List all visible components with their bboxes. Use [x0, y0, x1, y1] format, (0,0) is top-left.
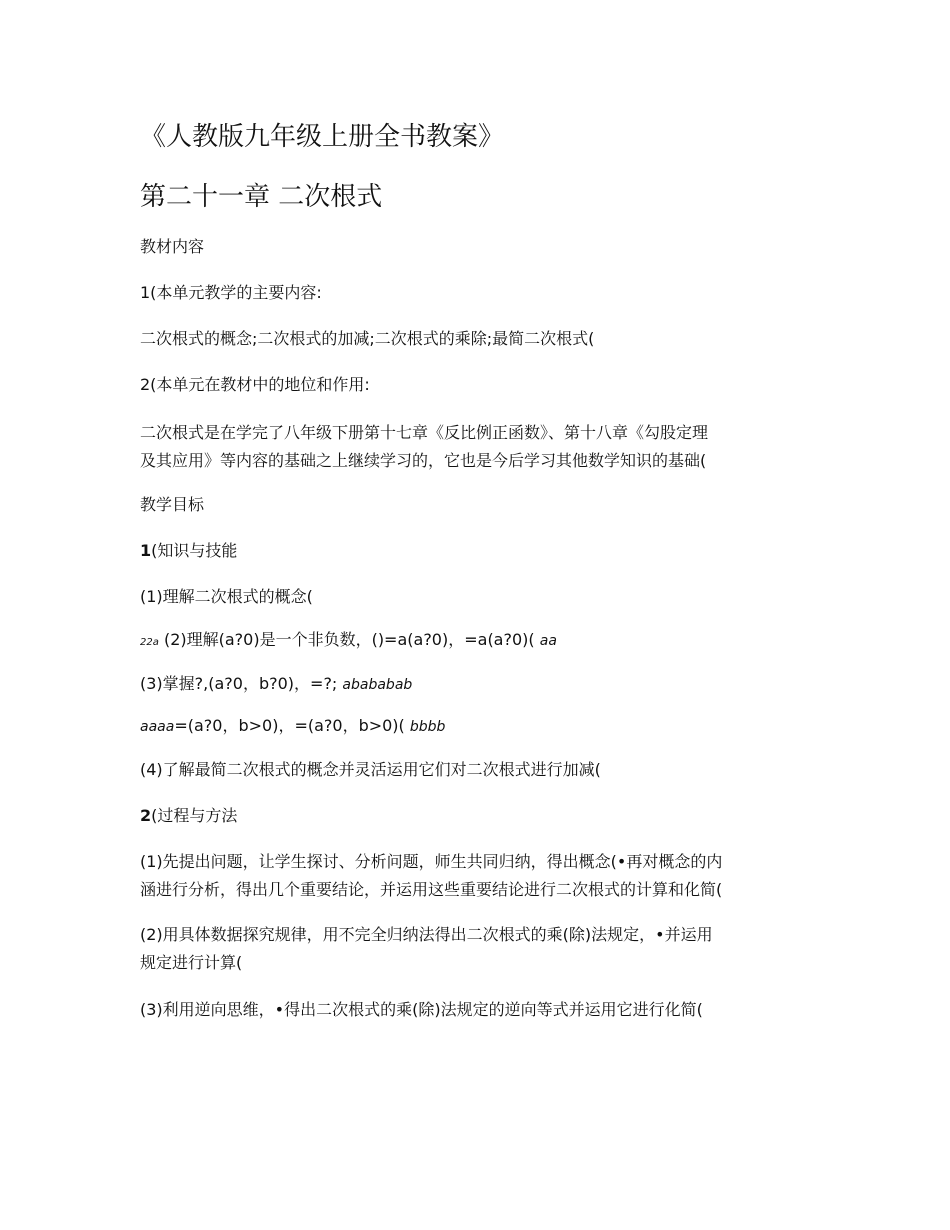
paragraph	[140, 802, 237, 830]
paragraph: (2)用具体数据探究规律，用不完全归纳法得出二次根式的乘(除)法规定，•并运用	[140, 925, 713, 944]
chapter-heading: 第二十一章 二次根式	[140, 182, 383, 212]
paragraph: 2(本单元在教材中的地位和作用:	[140, 375, 370, 394]
formula-fragment: aaaa	[140, 719, 175, 735]
paragraph	[140, 626, 557, 657]
paragraph: (1)先提出问题，让学生探讨、分析问题，师生共同归纳，得出概念(•再对概念的内	[140, 852, 723, 871]
text: (知识与技能	[151, 541, 238, 560]
paragraph: (3)利用逆向思维，•得出二次根式的乘(除)法规定的逆向等式并运用它进行化简(	[140, 1000, 703, 1019]
paragraph: (1)理解二次根式的概念(	[140, 587, 313, 606]
formula-fragment: 22a	[140, 637, 159, 648]
paragraph: 1(本单元教学的主要内容:	[140, 283, 322, 302]
number: 2	[140, 806, 152, 825]
section-heading: 教材内容	[140, 237, 205, 256]
document-title: 《人教版九年级上册全书教案》	[140, 122, 505, 152]
paragraph: 涵进行分析，得出几个重要结论，并运用这些重要结论进行二次根式的计算和化简(	[140, 880, 723, 899]
formula-fragment: aa	[539, 633, 557, 649]
text: =(a?0，b>0)，=(a?0，b>0)(	[174, 716, 410, 735]
number: 1	[140, 541, 152, 560]
paragraph: 二次根式是在学完了八年级下册第十七章《反比例正函数》、第十八章《勾股定理	[140, 423, 709, 442]
paragraph: (4)了解最简二次根式的概念并灵活运用它们对二次根式进行加减(	[140, 760, 601, 779]
text: (2)理解(a?0)是一个非负数，()=a(a?0)，=a(a?0)(	[158, 630, 540, 649]
paragraph	[140, 537, 237, 565]
section-heading: 教学目标	[140, 495, 205, 514]
paragraph: 及其应用》等内容的基础之上继续学习的，它也是今后学习其他数学知识的基础(	[140, 451, 707, 470]
paragraph: 二次根式的概念;二次根式的加减;二次根式的乘除;最简二次根式(	[140, 329, 595, 348]
formula-fragment: abababab	[342, 677, 413, 693]
formula-fragment: bbbb	[409, 719, 446, 735]
paragraph	[140, 712, 445, 741]
paragraph: 规定进行计算(	[140, 953, 243, 972]
text: (过程与方法	[151, 806, 238, 825]
text: (3)掌握?,(a?0，b?0)，=?;	[140, 674, 343, 693]
paragraph	[140, 670, 412, 699]
